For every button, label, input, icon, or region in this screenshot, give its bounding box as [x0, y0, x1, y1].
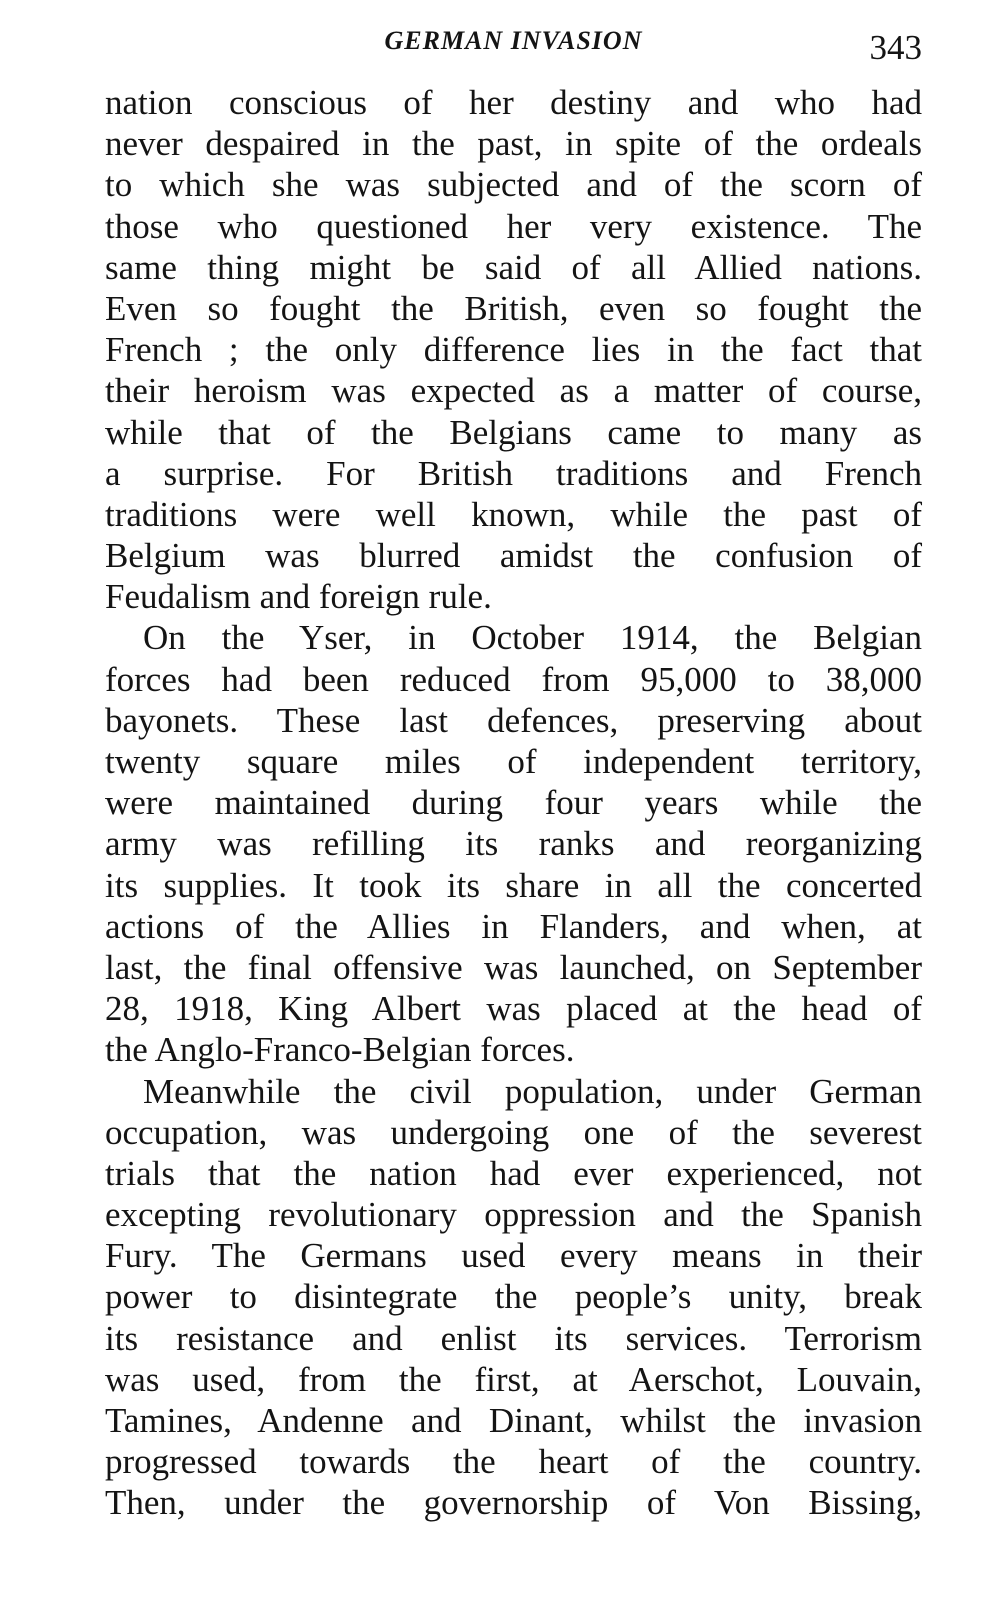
text-line: forces had been reduced from 95,000 to 38,000 — [105, 659, 922, 699]
page-number: 343 — [869, 28, 922, 67]
text-line: while that of the Belgians came to many as — [105, 412, 922, 452]
text-line: French ; the only difference lies in the fact that — [105, 330, 922, 370]
text-line: nation conscious of her destiny and who had — [105, 83, 922, 122]
text-line: a surprise. For British traditions and French — [105, 453, 922, 493]
text-line: Tamines, Andenne and Dinant, whilst the invasion — [105, 1401, 922, 1440]
text-line: power to disintegrate the people’s unity, break — [105, 1277, 922, 1317]
paragraph-end-line: the Anglo-Franco-Belgian forces. — [105, 1030, 575, 1070]
text-line: Belgium was blurred amidst the confusion of — [105, 536, 922, 576]
text-line: excepting revolutionary oppression and the Spanish — [105, 1195, 922, 1235]
text-line: Fury. The Germans used every means in their — [105, 1236, 922, 1276]
text-line: twenty square miles of independent territory, — [105, 742, 922, 781]
text-line: its supplies. It took its share in all the concerted — [105, 865, 922, 905]
text-line: their heroism was expected as a matter of course, — [105, 371, 922, 411]
text-line: bayonets. These last defences, preserving about — [105, 700, 922, 740]
running-title: GERMAN INVASION — [384, 26, 643, 55]
text-line: same thing might be said of all Allied nations. — [105, 247, 922, 287]
text-line: Then, under the governorship of Von Bissing, — [105, 1483, 922, 1523]
text-line: trials that the nation had ever experienced, not — [105, 1153, 922, 1193]
text-line: army was refilling its ranks and reorganizing — [105, 824, 922, 864]
text-line: those who questioned her very existence. The — [105, 206, 922, 246]
text-line: traditions were well known, while the past of — [105, 494, 922, 534]
text-line: were maintained during four years while the — [105, 783, 922, 823]
paragraph-start-line: Meanwhile the civil population, under German — [143, 1071, 922, 1111]
text-line: to which she was subjected and of the scorn of — [105, 165, 922, 205]
text-line: was used, from the first, at Aerschot, Louvain, — [105, 1359, 922, 1399]
body-text — [105, 82, 922, 1524]
text-line: Even so fought the British, even so fought the — [105, 288, 922, 328]
text-line: occupation, was undergoing one of the severest — [105, 1112, 922, 1152]
text-line: never despaired in the past, in spite of the ordeals — [105, 124, 922, 164]
text-line: actions of the Allies in Flanders, and when, at — [105, 906, 922, 946]
text-line: last, the final offensive was launched, on September — [105, 947, 922, 987]
running-head — [105, 20, 922, 67]
text-line: its resistance and enlist its services. Terrorism — [105, 1318, 922, 1358]
paragraph-end-line: Feudalism and foreign rule. — [105, 577, 492, 617]
text-line: 28, 1918, King Albert was placed at the head of — [105, 989, 922, 1029]
paragraph-start-line: On the Yser, in October 1914, the Belgian — [143, 618, 922, 658]
text-line: progressed towards the heart of the country. — [105, 1442, 922, 1482]
